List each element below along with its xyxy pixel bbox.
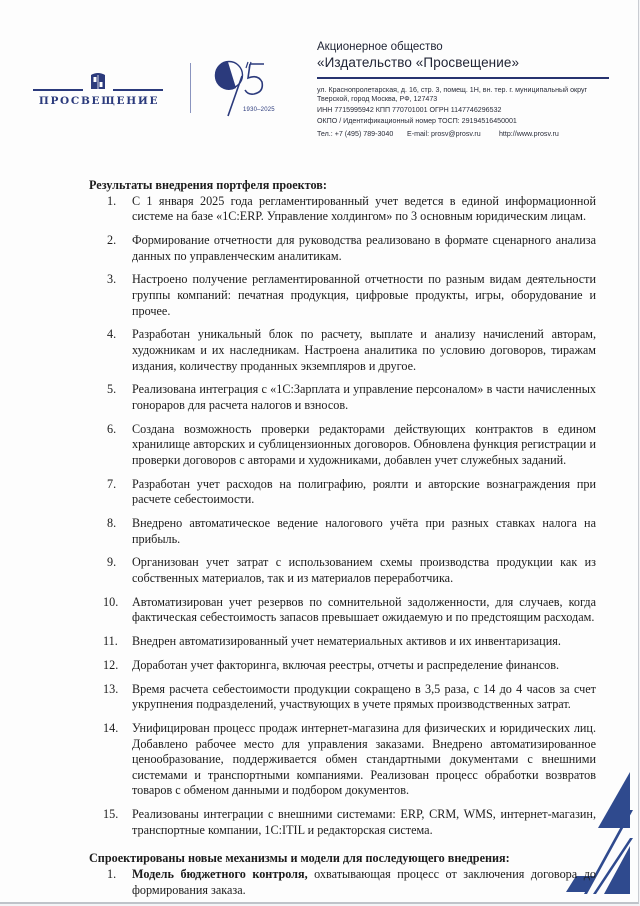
item-text: Доработан учет факторинга, включая реестры, отчеты и распределение финансов. (132, 657, 560, 672)
item-text: С 1 января 2025 года регламентированный учет ведется в единой информационной системе на базе «1С:ERP. Управление холдингом» по 3 основным юридическим лицам. (132, 193, 596, 224)
list-item (89, 516, 596, 547)
phone: Тел.: +7 (495) 789-3040 (317, 130, 394, 138)
document-body (89, 178, 596, 906)
list-item (89, 233, 596, 264)
item-number: 5. (107, 382, 117, 397)
item-text: Унифицирован процесс продаж интернет-магазина для физических и юридических лиц. Добавлено рабочее место для управления заказами. Внедрено автоматизированное ценообразование, поддерживается обмен стандартными документами с внешними системами и транспортными компаниями. Реализован процесс обработки возвратов товаров с обменом данными и подбором документов. (132, 721, 596, 798)
email-link[interactable]: E-mail: prosv@prosv.ru (406, 130, 481, 138)
logo-rule-left (33, 89, 83, 91)
company-requisites (317, 86, 612, 126)
item-number: 3. (107, 272, 117, 287)
list-item (89, 382, 596, 413)
logo-rule-right (113, 89, 163, 91)
item-text: Организован учет затрат с использованием схемы производства продукции как из собственных материалов, так и из материалов переработчика. (132, 555, 596, 585)
item-text: Время расчета себестоимости продукции сокращено в 3,5 раза, с 14 до 4 часов за счет укрупнения подразделений, участвующих в учете прямых производственных затрат. (132, 681, 596, 712)
item-number: 15. (103, 807, 119, 822)
address-line-1: ул. Краснопролетарская, д. 16, стр. 3, помещ. 1Н, вн. тер. г. муниципальный округ (317, 86, 588, 94)
item-number: 9. (107, 555, 117, 570)
item-number: 10. (103, 594, 119, 609)
item-text: Реализованы интеграции с внешними системами: ERP, CRM, WMS, интернет-магазин, транспортные компании, 1С:ITIL и редакторская система. (132, 807, 596, 837)
company-type: Акционерное общество (317, 41, 443, 53)
list-item (89, 555, 596, 586)
item-text: Формирование отчетности для руководства реализовано в формате сценарного анализа данных по управленческим аналитикам. (132, 232, 596, 263)
logo-divider (190, 63, 191, 113)
list-item (89, 658, 596, 674)
item-number: 2. (107, 232, 117, 247)
item-lead: Модель бюджетного контроля, (132, 867, 308, 881)
item-text: Реализована интеграция с «1С:Зарплата и управление персоналом» в части начисленных гонораров для расчета налогов и взносов. (132, 382, 596, 412)
item-text: Автоматизирован учет резервов по сомнительной задолженности, для случаев, когда фактическая себестоимость запасов превышает ожидаемую и по предстоящим расходам. (132, 594, 596, 625)
item-text: Разработан учет расходов на полиграфию, роялти и авторские вознаграждения при расчете себестоимости. (132, 476, 596, 507)
company-details (317, 40, 612, 138)
item-text: Внедрен автоматизированный учет нематериальных активов и их инвентаризация. (132, 634, 561, 649)
item-text: Создана возможность проверки редакторами действующих контрактов в едином хранилище авторских и сублицензионных договоров. Обновлена функция регистрации и проверки договоров с авторами и художниками, добавлен учет служебных заданий. (132, 421, 596, 467)
okpo-number: ОКПО / Идентификационный номер ТОСП: 29194516450001 (317, 117, 517, 125)
header-rule (317, 77, 609, 79)
company-name: «Издательство «Просвещение» (317, 55, 520, 70)
new-models-list (89, 867, 596, 898)
list-item (89, 682, 596, 713)
address-line-2: Тверской, город Москва, РФ, 127473 (317, 95, 438, 103)
item-number: 4. (107, 327, 117, 342)
section-title-results: Результаты внедрения портфеля проектов: (89, 178, 327, 192)
anniversary-years: 1930–2025 (243, 107, 275, 113)
website-link[interactable]: http://www.prosv.ru (498, 130, 559, 138)
shield-emblem-icon (90, 72, 106, 90)
item-number: 1. (107, 193, 117, 208)
logo-wordmark: ПРОСВЕЩЕНИЕ (38, 95, 160, 107)
item-text: Внедрено автоматическое ведение налогового учёта при разных ставках налога на прибыль. (132, 516, 596, 546)
list-item (89, 477, 596, 508)
contacts-row (317, 130, 612, 138)
list-item (89, 867, 596, 898)
item-number: 6. (107, 421, 117, 436)
item-number: 11. (103, 634, 118, 649)
list-item (89, 422, 596, 469)
list-item (89, 721, 596, 799)
section-new-models (89, 851, 596, 898)
list-item (89, 634, 596, 650)
item-number: 8. (107, 516, 117, 530)
item-number: 7. (107, 476, 117, 491)
item-text: Настроено получение регламентированной отчетности по разным видам деятельности группы компаний: печатная продукция, цифровые продукты, игры, оборудование и прочее. (132, 272, 596, 318)
results-list (89, 194, 596, 839)
registration-numbers: ИНН 7715995942 КПП 770701001 ОГРН 1147746296532 (317, 106, 502, 114)
list-item (89, 327, 596, 374)
item-number: 13. (103, 681, 119, 696)
item-number: 14. (103, 721, 119, 736)
item-text: охватывающая процесс от заключения договора до формирования заказа. (132, 867, 596, 897)
item-text: Разработан уникальный блок по расчету, выплате и анализу начислений авторам, художникам и их наследникам. Настроена аналитика по условию договоров, тиражам издания, количеству проданных экземпляров и другое. (132, 327, 596, 373)
list-item (89, 595, 596, 626)
item-number: 1. (107, 867, 117, 881)
list-item (89, 194, 596, 225)
list-item (89, 272, 596, 319)
list-item (89, 807, 596, 838)
section-title-new-models: Спроектированы новые механизмы и модели для последующего внедрения: (89, 851, 510, 866)
item-number: 12. (103, 657, 119, 672)
prosveshchenie-logo (33, 72, 165, 112)
